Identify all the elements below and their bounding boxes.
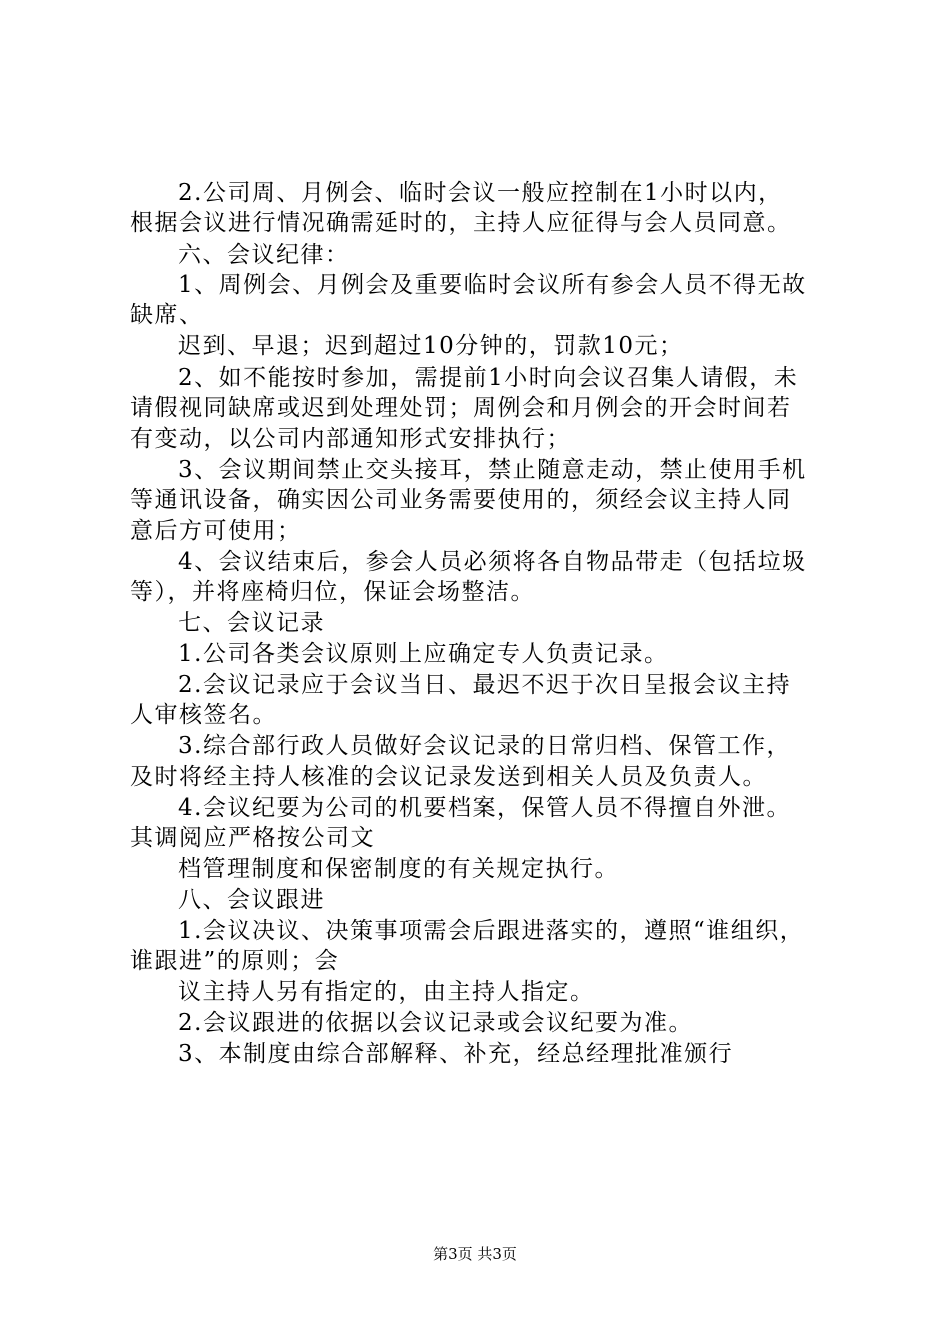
text-line: 1.会议决议、决策事项需会后跟进落实的，遵照“谁组织， — [178, 918, 805, 944]
text-line: 3.综合部行政人员做好会议记录的日常归档、保管工作， — [178, 733, 791, 759]
section-heading: 六、会议纪律： — [178, 242, 350, 268]
page-number-footer: 第3页 共3页 — [433, 1245, 517, 1263]
text-line: 请假视同缺席或迟到处理处罚；周例会和月例会的开会时间若 — [130, 395, 792, 421]
text-line: 人审核签名。 — [130, 702, 277, 728]
text-line: 档管理制度和保密制度的有关规定执行。 — [178, 856, 619, 882]
text-line: 4.会议纪要为公司的机要档案，保管人员不得擅自外泄。 — [178, 795, 791, 821]
text-line: 3、本制度由综合部解释、补充，经总经理批准颁行 — [178, 1041, 734, 1067]
text-line: 4、会议结束后，参会人员必须将各自物品带走（包括垃圾 — [178, 549, 807, 575]
text-line: 2、如不能按时参加，需提前1小时向会议召集人请假，未 — [178, 365, 799, 391]
text-line: 3、会议期间禁止交头接耳，禁止随意走动，禁止使用手机 — [178, 457, 807, 483]
text-line: 2.公司周、月例会、临时会议一般应控制在1小时以内， — [178, 180, 783, 206]
text-line: 意后方可使用； — [130, 518, 302, 544]
text-line: 有变动，以公司内部通知形式安排执行； — [130, 426, 571, 452]
text-line: 等），并将座椅归位，保证会场整洁。 — [130, 579, 535, 605]
text-line: 1.公司各类会议原则上应确定专人负责记录。 — [178, 641, 669, 667]
text-line: 2.会议记录应于会议当日、最迟不迟于次日呈报会议主持 — [178, 672, 791, 698]
text-line: 其调阅应严格按公司文 — [130, 825, 375, 851]
text-line: 议主持人另有指定的，由主持人指定。 — [178, 979, 595, 1005]
text-line: 谁跟进”的原则；会 — [130, 948, 340, 974]
text-line: 1、周例会、月例会及重要临时会议所有参会人员不得无故 — [178, 272, 807, 298]
text-line: 根据会议进行情况确需延时的，主持人应征得与会人员同意。 — [130, 210, 792, 236]
text-line: 等通讯设备，确实因公司业务需要使用的，须经会议主持人同 — [130, 487, 792, 513]
text-line: 2.会议跟进的依据以会议记录或会议纪要为准。 — [178, 1010, 693, 1036]
text-line: 缺席、 — [130, 302, 204, 328]
section-heading: 七、会议记录 — [178, 610, 325, 636]
text-line: 及时将经主持人核准的会议记录发送到相关人员及负责人。 — [130, 764, 767, 790]
section-heading: 八、会议跟进 — [178, 887, 325, 913]
text-line: 迟到、早退；迟到超过10分钟的，罚款10元； — [178, 333, 684, 359]
